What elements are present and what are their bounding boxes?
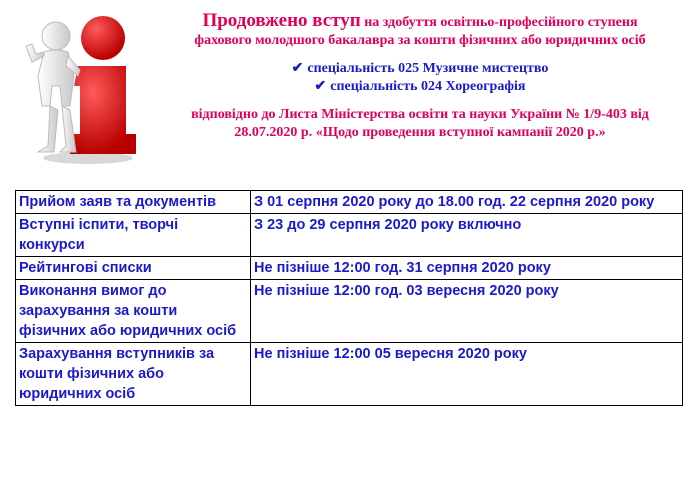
stage-cell: Вступні іспити, творчі конкурси xyxy=(16,214,251,257)
announcement-text xyxy=(150,12,690,142)
table-row xyxy=(16,257,683,280)
table-row xyxy=(16,343,683,406)
letter-line: відповідно до Листа Міністерства освіти та науки України № 1/9-403 від xyxy=(191,107,649,122)
date-cell: Не пізніше 12:00 год. 03 вересня 2020 року xyxy=(251,280,683,343)
date-cell: З 01 серпня 2020 року до 18.00 год. 22 серпня 2020 року xyxy=(251,191,683,214)
check-icon: ✔ xyxy=(314,79,327,94)
table-row xyxy=(16,191,683,214)
admission-schedule-table xyxy=(15,190,683,406)
announcement-header xyxy=(0,0,700,175)
specialty-item xyxy=(150,60,690,78)
date-cell: Не пізніше 12:00 год. 31 серпня 2020 року xyxy=(251,257,683,280)
ministry-letter-reference xyxy=(150,106,690,142)
specialty-label: спеціальність 025 Музичне мистецтво xyxy=(307,61,549,76)
headline-line2: фахового молодшого бакалавра за кошти фізичних або юридичних осіб xyxy=(194,33,646,48)
stage-cell: Виконання вимог до зарахування за кошти фізичних або юридичних осіб xyxy=(16,280,251,343)
headline-rest: на здобуття освітньо-професійного ступеня xyxy=(360,15,638,30)
stage-cell: Рейтингові списки xyxy=(16,257,251,280)
headline xyxy=(150,12,690,32)
check-icon: ✔ xyxy=(291,61,304,76)
info-figure-icon xyxy=(8,6,138,166)
letter-line: 28.07.2020 р. «Щодо проведення вступної кампанії 2020 р.» xyxy=(234,125,606,140)
specialty-label: спеціальність 024 Хореографія xyxy=(330,79,526,94)
specialty-item xyxy=(150,78,690,96)
table-row xyxy=(16,280,683,343)
headline-emphasis: Продовжено вступ xyxy=(202,10,361,31)
stage-cell: Прийом заяв та документів xyxy=(16,191,251,214)
table-row xyxy=(16,214,683,257)
stage-cell: Зарахування вступників за кошти фізичних або юридичних осіб xyxy=(16,343,251,406)
date-cell: Не пізніше 12:00 05 вересня 2020 року xyxy=(251,343,683,406)
specialties-list xyxy=(150,60,690,96)
date-cell: З 23 до 29 серпня 2020 року включно xyxy=(251,214,683,257)
